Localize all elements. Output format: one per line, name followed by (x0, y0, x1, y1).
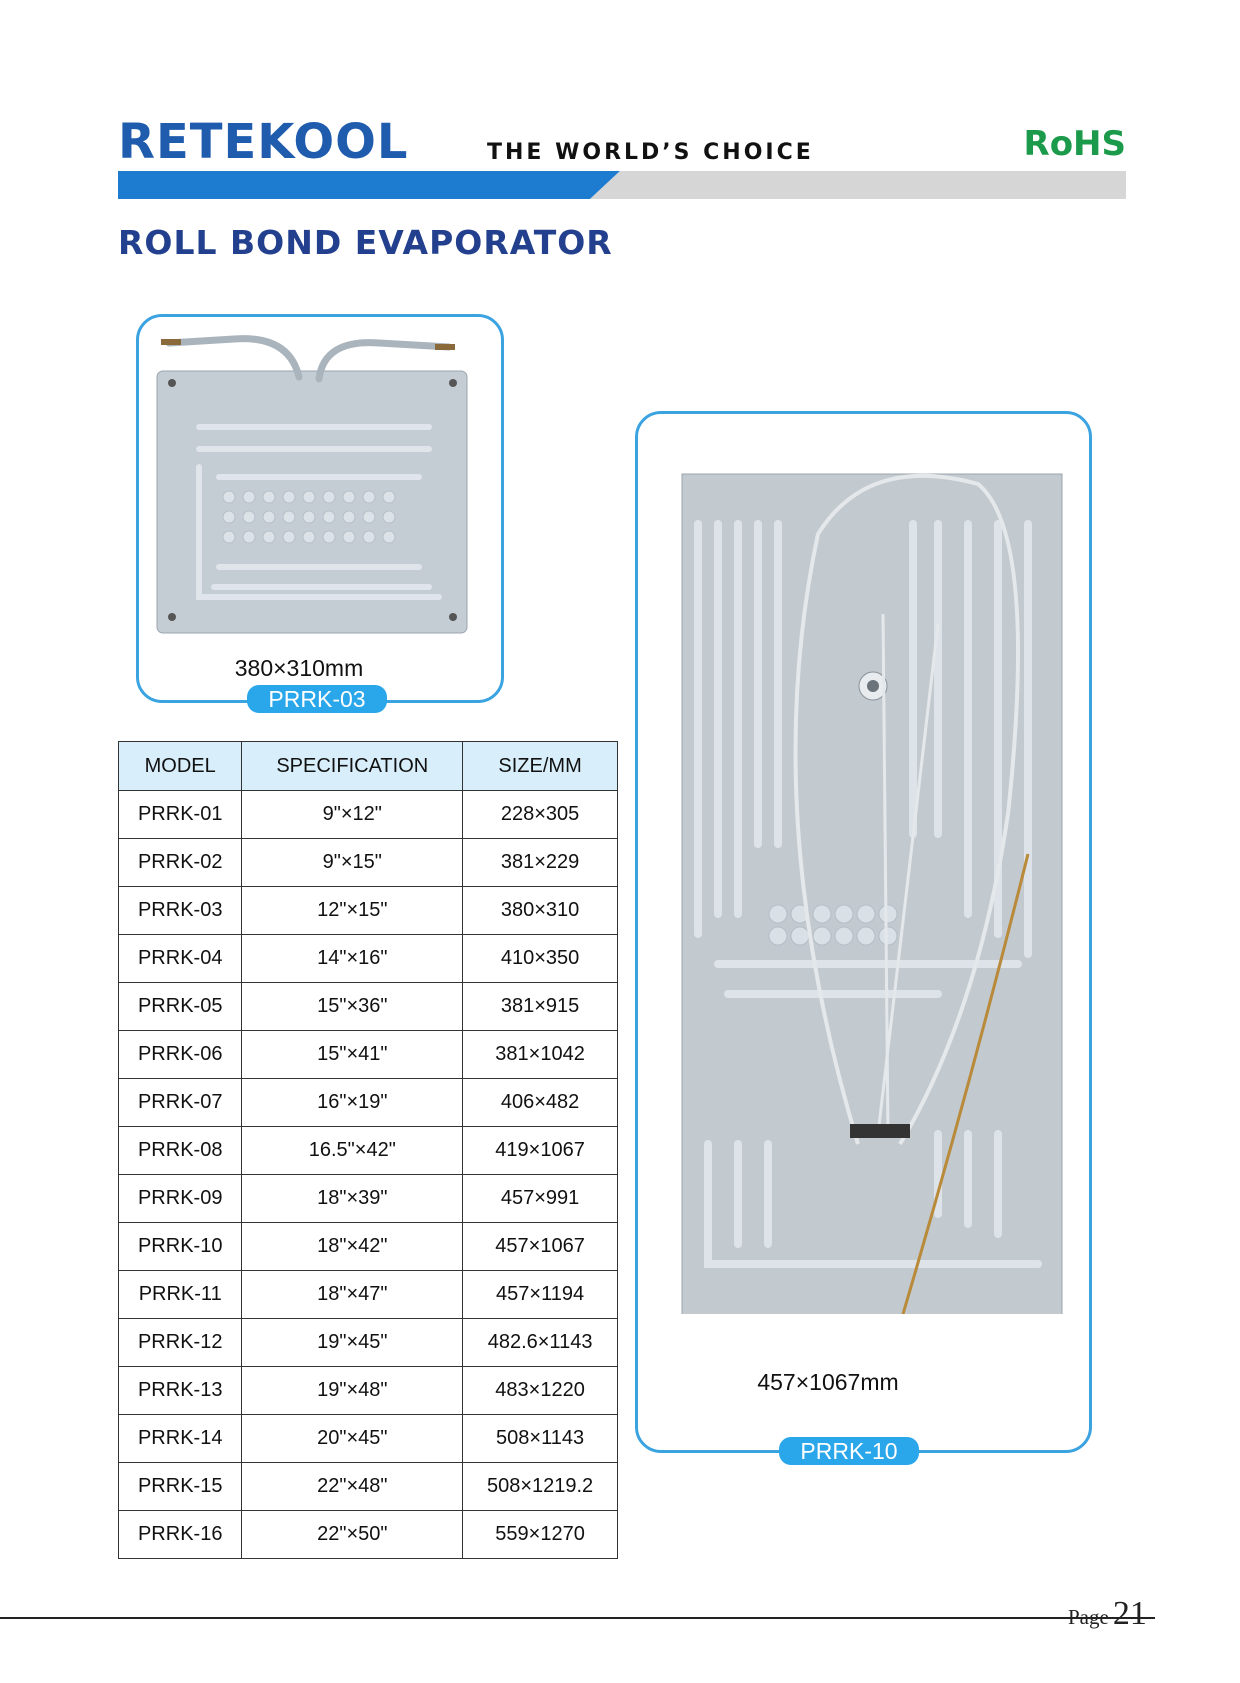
model-cell: PRRK-13 (119, 1367, 242, 1415)
table-row (119, 1079, 618, 1127)
model-cell: PRRK-16 (119, 1511, 242, 1559)
size-cell: 482.6×1143 (463, 1319, 618, 1367)
table-row (119, 1511, 618, 1559)
model-cell: PRRK-10 (119, 1223, 242, 1271)
specification-cell: 16.5"×42" (242, 1127, 463, 1175)
specification-cell: 14"×16" (242, 935, 463, 983)
evaporator-image-small (139, 317, 501, 647)
evaporator-image-large (638, 414, 1089, 1314)
table-row (119, 1175, 618, 1223)
table-row (119, 1271, 618, 1319)
specification-cell: 22"×50" (242, 1511, 463, 1559)
table-row (119, 1415, 618, 1463)
size-cell: 559×1270 (463, 1511, 618, 1559)
specification-cell: 19"×45" (242, 1319, 463, 1367)
size-cell: 380×310 (463, 887, 618, 935)
specification-cell: 22"×48" (242, 1463, 463, 1511)
table-row (119, 1463, 618, 1511)
size-cell: 381×229 (463, 839, 618, 887)
model-cell: PRRK-03 (119, 887, 242, 935)
size-cell: 457×1067 (463, 1223, 618, 1271)
spec-table (118, 741, 618, 1559)
specification-cell: 18"×39" (242, 1175, 463, 1223)
size-cell: 410×350 (463, 935, 618, 983)
table-row (119, 887, 618, 935)
model-badge-large: PRRK-10 (779, 1437, 919, 1465)
model-badge-small: PRRK-03 (247, 685, 387, 713)
page-title: ROLL BOND EVAPORATOR (118, 223, 613, 262)
table-row (119, 983, 618, 1031)
table-row (119, 1127, 618, 1175)
model-cell: PRRK-05 (119, 983, 242, 1031)
specification-cell: 12"×15" (242, 887, 463, 935)
size-cell: 457×1194 (463, 1271, 618, 1319)
size-cell: 483×1220 (463, 1367, 618, 1415)
size-cell: 406×482 (463, 1079, 618, 1127)
model-cell: PRRK-07 (119, 1079, 242, 1127)
specification-cell: 20"×45" (242, 1415, 463, 1463)
table-row (119, 1367, 618, 1415)
table-body (119, 791, 618, 1559)
size-cell: 508×1143 (463, 1415, 618, 1463)
model-cell: PRRK-15 (119, 1463, 242, 1511)
table-row (119, 1223, 618, 1271)
specification-cell: 9"×15" (242, 839, 463, 887)
model-cell: PRRK-01 (119, 791, 242, 839)
specification-cell: 16"×19" (242, 1079, 463, 1127)
specification-cell: 15"×36" (242, 983, 463, 1031)
column-header-specification: SPECIFICATION (242, 742, 463, 791)
model-cell: PRRK-14 (119, 1415, 242, 1463)
model-cell: PRRK-09 (119, 1175, 242, 1223)
size-cell: 228×305 (463, 791, 618, 839)
table-header-row (119, 742, 618, 791)
header-band (118, 171, 1126, 199)
specification-cell: 18"×42" (242, 1223, 463, 1271)
specification-cell: 15"×41" (242, 1031, 463, 1079)
table-row (119, 791, 618, 839)
page-number (1068, 1595, 1147, 1633)
brand-logo: RETEKOOL (118, 114, 409, 170)
size-cell: 457×991 (463, 1175, 618, 1223)
size-cell: 381×915 (463, 983, 618, 1031)
rohs-badge: RoHS (1023, 124, 1126, 164)
specification-cell: 19"×48" (242, 1367, 463, 1415)
product-card-large (635, 411, 1092, 1453)
size-caption-small: 380×310mm (234, 655, 364, 681)
table-row (119, 839, 618, 887)
size-cell: 381×1042 (463, 1031, 618, 1079)
specification-cell: 18"×47" (242, 1271, 463, 1319)
model-cell: PRRK-04 (119, 935, 242, 983)
column-header-model: MODEL (119, 742, 242, 791)
column-header-size: SIZE/MM (463, 742, 618, 791)
model-cell: PRRK-12 (119, 1319, 242, 1367)
model-cell: PRRK-02 (119, 839, 242, 887)
tagline: THE WORLD’S CHOICE (487, 140, 814, 165)
table-row (119, 935, 618, 983)
footer-rule (0, 1617, 1155, 1619)
page-word: Page (1068, 1605, 1109, 1629)
table-row (119, 1031, 618, 1079)
model-cell: PRRK-11 (119, 1271, 242, 1319)
product-card-small (136, 314, 504, 703)
specification-cell: 9"×12" (242, 791, 463, 839)
model-cell: PRRK-08 (119, 1127, 242, 1175)
model-cell: PRRK-06 (119, 1031, 242, 1079)
table-row (119, 1319, 618, 1367)
page-number-value: 21 (1112, 1595, 1147, 1632)
size-cell: 419×1067 (463, 1127, 618, 1175)
size-cell: 508×1219.2 (463, 1463, 618, 1511)
size-caption-large: 457×1067mm (757, 1369, 899, 1395)
